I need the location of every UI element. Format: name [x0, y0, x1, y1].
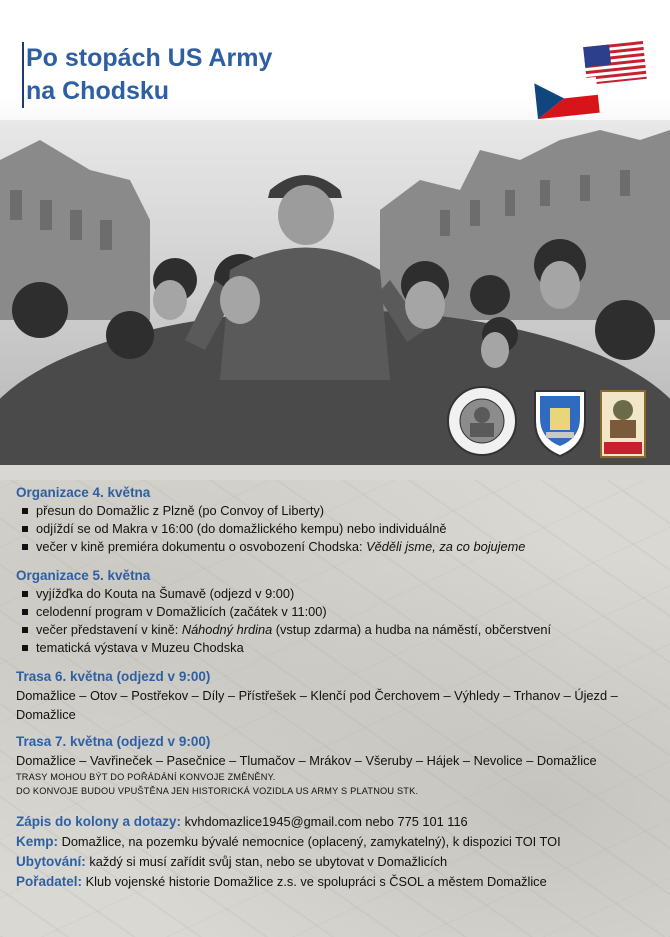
route6-text: Domažlice – Otov – Postřekov – Díly – Přístřešek – Klenčí pod Čerchovem – Výhledy – Trhanov – Újezd – Domažlice: [16, 688, 618, 722]
list-item: [36, 538, 656, 556]
signup-label: Zápis do kolony a dotazy:: [16, 814, 182, 829]
list-item: vyjížďka do Kouta na Šumavě (odjezd v 9:00): [36, 585, 656, 603]
list-item: [36, 621, 656, 639]
list-item: tematická výstava v Muzeu Chodska: [36, 639, 656, 657]
lodging-line: [16, 852, 656, 872]
csol-legion-badge: [600, 390, 646, 458]
page-title: [22, 42, 272, 108]
poster: [0, 30, 670, 937]
signup-value: kvhdomazlice1945@gmail.com nebo 775 101 116: [181, 814, 468, 829]
infantry-division-badge: [446, 385, 518, 457]
coat-of-arms-badge: [532, 388, 588, 458]
list-item: přesun do Domažlic z Plzně (po Convoy of Liberty): [36, 502, 656, 520]
camp-line: [16, 832, 656, 852]
film-title: Náhodný hrdina: [181, 622, 273, 637]
list-may4: [16, 502, 656, 556]
heading-may5: Organizace 5. května: [16, 568, 151, 583]
czech-flag-icon: [534, 76, 600, 120]
list-item-text: večer v kině premiéra dokumentu o osvobození Chodska:: [36, 539, 367, 554]
route-note-2: DO KONVOJE BUDOU VPUŠTĚNA JEN HISTORICKÁ VOZIDLA US ARMY S PLATNOU STK.: [16, 786, 419, 796]
content: [16, 485, 656, 892]
list-item: celodenní program v Domažlicích (začátek v 11:00): [36, 603, 656, 621]
info-block: [16, 812, 656, 892]
organizer-value: Klub vojenské historie Domažlice z.s. ve spolupráci s ČSOL a městem Domažlice: [82, 874, 547, 889]
signup-line: [16, 812, 656, 832]
heading-route6: Trasa 6. května (odjezd v 9:00): [16, 669, 211, 684]
heading-route7: Trasa 7. května (odjezd v 9:00): [16, 734, 211, 749]
lodging-value: každý si musí zařídit svůj stan, nebo se ubytovat v Domažlicích: [85, 854, 448, 869]
route7-text: Domažlice – Vavřineček – Pasečnice – Tlumačov – Mrákov – Všeruby – Hájek – Nevolice – Domažlice: [16, 753, 597, 768]
title-line-2: na Chodsku: [26, 77, 170, 105]
organizer-line: [16, 872, 656, 892]
heading-may4: Organizace 4. května: [16, 485, 151, 500]
list-may5: [16, 585, 656, 657]
route-note-1: TRASY MOHOU BÝT DO POŘÁDÁNÍ KONVOJE ZMĚNĚNY.: [16, 772, 276, 782]
list-item-text-rest: (vstup zdarma) a hudba na náměstí, občerstvení: [272, 622, 552, 637]
organizer-label: Pořadatel:: [16, 874, 83, 889]
list-item-text: večer představení v kině:: [36, 622, 182, 637]
title-line-1: Po stopách US Army: [26, 44, 273, 72]
camp-value: Domažlice, na pozemku bývalé nemocnice (oplacený, zamykatelný), k dispozici TOI TOI: [58, 834, 561, 849]
camp-label: Kemp:: [16, 834, 59, 849]
lodging-label: Ubytování:: [16, 854, 86, 869]
list-item: odjíždí se od Makra v 16:00 (do domažlického kempu) nebo individuálně: [36, 520, 656, 538]
film-title: Věděli jsme, za co bojujeme: [366, 539, 526, 554]
